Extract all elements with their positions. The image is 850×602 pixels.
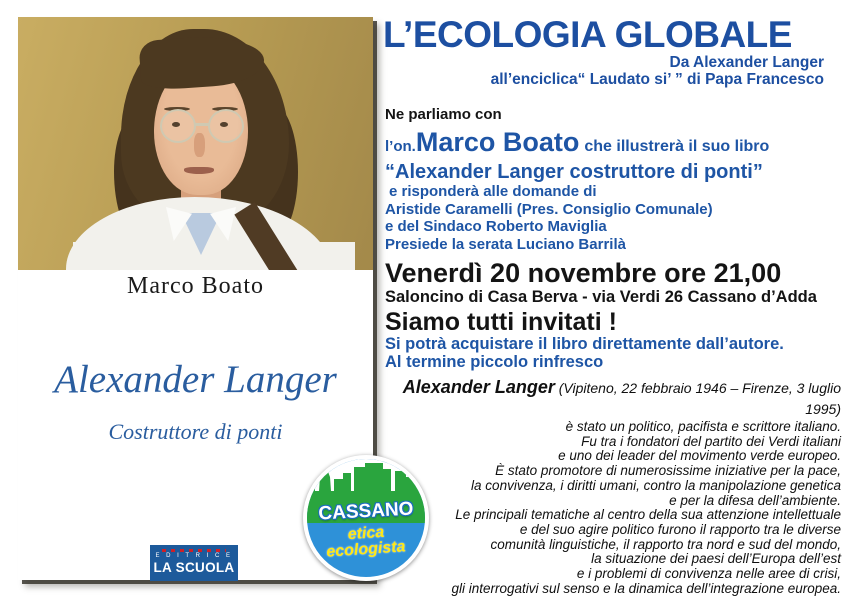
bio-line: È stato promotore di numerosissime iniziative per la pace, [495,463,841,479]
note-line-1: Si potrà acquistare il libro direttamente dall’autore. [385,335,784,353]
bio-line: comunità linguistiche, il rapporto tra nord e sud del mondo, [490,536,841,552]
event-details-block [385,106,841,371]
speaker-line [385,128,841,161]
nose-shape [194,133,205,157]
note-line-2: Al termine piccolo rinfresco [385,352,604,371]
speaker-prefix: l’on. [385,138,416,155]
subtitle-line-2: all’enciclica“ Laudato si’ ” di Papa Francesco [490,71,824,88]
bio-name: Alexander Langer [402,377,555,397]
speaker-name: Marco Boato [415,127,580,157]
bio-line: e per la difesa dell’ambiente. [669,492,841,508]
publisher-red-marks [162,549,226,552]
bio-name-rest: (Vipiteno, 22 febbraio 1946 – Firenze, 3 luglio 1995) [554,380,841,417]
cover-title: Alexander Langer [54,358,337,401]
glasses-bridge [195,123,209,126]
bio-line: Fu tra i fondatori del partito dei Verdi italiani [581,433,841,449]
badge-etica-label: etica [347,523,385,544]
cover-subtitle: Costruttore di ponti [108,419,283,444]
biography-block [383,377,841,596]
bio-line: e uno dei leader del movimento verde europeo. [558,448,841,464]
barrila-line: Presiede la serata Luciano Barrilà [385,235,626,253]
speaker-suffix: che illustrerà il suo libro [584,138,770,155]
publisher-logo [150,545,238,581]
bio-line: gli interrogativi sul senso e la dinamica dell’integrazione europea. [451,580,841,596]
intro-line: Ne parliamo con [385,106,502,123]
bio-line: è stato un politico, pacifista e scrittore italiano. [565,419,841,434]
mouth-shape [184,167,214,174]
maviglia-line: e del Sindaco Roberto Maviglia [385,218,607,235]
respond-line: e risponderà alle domande di [389,183,597,200]
event-datetime: Venerdì 20 novembre ore 21,00 [385,258,782,288]
bio-line: e del suo agire politico furono il rapporto tra le diverse [519,521,841,537]
invite-line: Siamo tutti invitati ! [385,308,617,336]
portrait-photo [18,17,373,270]
badge-ecologista-label: ecologista [325,538,407,561]
eye-left [172,122,180,127]
headline-block [383,16,824,88]
page-title: L’ECOLOGIA GLOBALE [383,14,792,55]
eye-right [220,122,228,127]
cover-author: Marco Boato [127,273,264,299]
badge-town-label: CASSANO [317,498,414,525]
bio-line: la situazione dei paesi dell’Europa dell’est [591,551,841,567]
bio-line: Le principali tematiche al centro della sua attenzione intellettuale [455,507,841,523]
bio-line: la convivenza, i diritti umani, contro la manipolazione genetica [471,477,841,493]
subtitle-line-1: Da Alexander Langer [669,54,824,71]
event-venue: Saloncino di Casa Berva - via Verdi 26 Cassano d’Adda [385,288,817,306]
book-quote-line: “Alexander Langer costruttore di ponti” [385,161,763,183]
bio-line: e i problemi di convivenza nelle aree di crisi, [576,566,841,582]
publisher-name-label: LA SCUOLA [153,560,235,575]
caramelli-line: Aristide Caramelli (Pres. Consiglio Comunale) [385,200,713,218]
bio-first-line [383,377,841,420]
cassano-badge [303,455,429,581]
publisher-editrice-label: E D I T R I C E [155,553,233,559]
town-skyline-icon [307,459,425,491]
shirt-fill-shape [73,242,355,270]
